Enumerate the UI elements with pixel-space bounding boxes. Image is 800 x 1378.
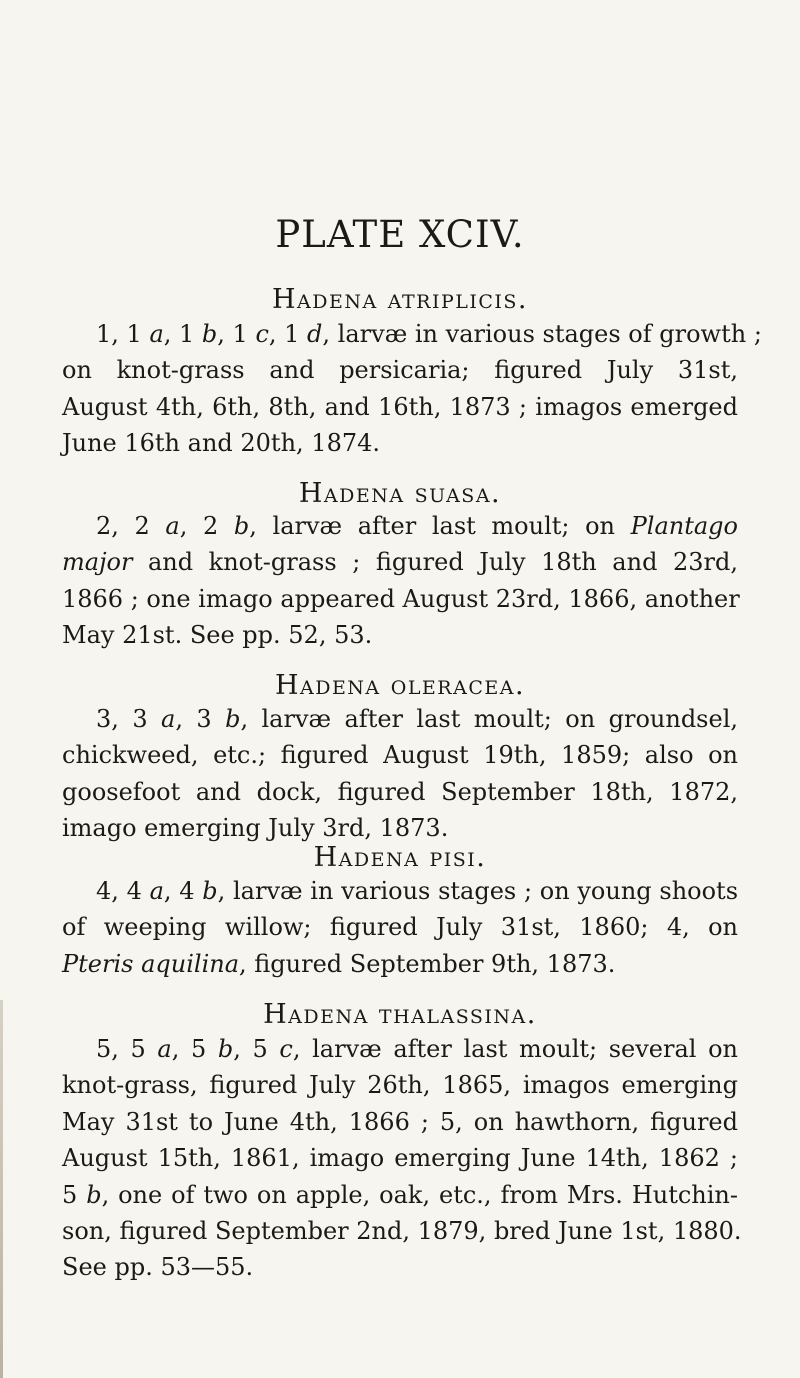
text-run: son, figured September 2nd, 1879, bred June 1st, 1880. xyxy=(62,1217,742,1246)
text-run: , 1 xyxy=(268,320,308,348)
text-run: chickweed, etc.; figured August 19th, 1859; also on xyxy=(62,741,738,770)
text-line xyxy=(62,1177,738,1213)
text-line xyxy=(62,701,738,737)
text-line xyxy=(62,389,738,425)
text-line xyxy=(62,1104,738,1140)
italic-text: a xyxy=(165,512,180,540)
text-run: 1, 1 xyxy=(96,320,150,348)
italic-text: c xyxy=(255,320,269,348)
text-run: August 15th, 1861, imago emerging June 14th, 1862 ; xyxy=(62,1144,738,1173)
text-run: , larvæ in various stages ; on young shoots xyxy=(217,877,739,905)
section-heading-hadena-oleracea: Hadena oleracea. xyxy=(274,670,526,701)
text-line xyxy=(62,425,738,461)
section-heading-hadena-atriplicis: Hadena atriplicis. xyxy=(271,284,528,315)
text-run: of weeping willow; figured July 31st, 1860; 4, on xyxy=(62,913,738,942)
text-run: goosefoot and dock, figured September 18th, 1872, xyxy=(62,777,738,806)
italic-text: a xyxy=(149,877,164,905)
text-run: , 4 xyxy=(163,877,203,905)
text-line xyxy=(62,581,738,617)
text-line xyxy=(62,1140,738,1176)
page-edge-shadow xyxy=(0,1000,3,1378)
italic-text: major xyxy=(62,548,133,577)
text-run: , 1 xyxy=(163,320,202,348)
text-run: , figured September 9th, 1873. xyxy=(239,949,616,978)
text-run: and knot-grass ; figured July 18th and 23rd, xyxy=(132,548,738,577)
section-text-hadena-suasa xyxy=(62,508,738,654)
text-run: , one of two on apple, oak, etc., from Mrs. Hutchin- xyxy=(101,1180,738,1209)
text-run: 2, 2 xyxy=(96,512,166,540)
text-run: May 21st. See pp. 52, 53. xyxy=(62,621,373,650)
text-line xyxy=(62,544,738,580)
italic-text: b xyxy=(217,1035,234,1063)
italic-text: d xyxy=(307,320,323,348)
italic-text: b xyxy=(202,877,218,905)
text-run: May 31st to June 4th, 1866 ; 5, on hawthorn, figured xyxy=(62,1107,738,1136)
text-run: 5, 5 xyxy=(96,1035,158,1063)
text-run: , larvæ after last moult; on groundsel, xyxy=(240,705,739,733)
text-line xyxy=(62,316,762,352)
text-run: knot-grass, figured July 26th, 1865, imagos emerging xyxy=(62,1071,738,1100)
text-run: , 1 xyxy=(217,320,256,348)
italic-text: b xyxy=(86,1180,102,1209)
italic-text: a xyxy=(149,320,164,348)
text-run: 3, 3 xyxy=(96,705,162,733)
text-line xyxy=(62,873,738,909)
text-run: , larvæ after last moult; several on xyxy=(292,1035,738,1063)
text-run: , 5 xyxy=(233,1035,280,1063)
text-line xyxy=(62,774,738,810)
text-line xyxy=(62,352,738,388)
text-run: 1866 ; one imago appeared August 23rd, 1866, another xyxy=(62,584,740,613)
text-run: , larvæ in various stages of growth ; xyxy=(322,320,762,348)
section-heading-hadena-thalassina: Hadena thalassina. xyxy=(263,999,537,1030)
section-heading-hadena-suasa: Hadena suasa. xyxy=(298,478,502,509)
text-run: , larvæ after last moult; on xyxy=(249,512,631,540)
italic-text: b xyxy=(233,512,250,540)
text-run: 5 xyxy=(62,1180,87,1209)
text-run: on knot-grass and persicaria; figured July 31st, xyxy=(62,356,738,385)
text-line xyxy=(62,1249,738,1285)
section-text-hadena-pisi xyxy=(62,873,738,982)
italic-text: a xyxy=(157,1035,172,1063)
section-text-hadena-oleracea xyxy=(62,701,738,847)
italic-text: a xyxy=(161,705,176,733)
text-run: , 5 xyxy=(171,1035,218,1063)
plate-title: PLATE XCIV. xyxy=(275,213,525,256)
section-text-hadena-thalassina xyxy=(62,1031,742,1286)
text-line xyxy=(62,1213,742,1249)
text-line xyxy=(62,1031,738,1067)
italic-text: c xyxy=(279,1035,293,1063)
text-run: June 16th and 20th, 1874. xyxy=(62,429,380,458)
text-line xyxy=(62,946,738,982)
text-line xyxy=(62,909,738,945)
text-run: August 4th, 6th, 8th, and 16th, 1873 ; imagos emerged xyxy=(62,392,738,421)
text-run: imago emerging July 3rd, 1873. xyxy=(62,814,449,843)
text-run: , 3 xyxy=(175,705,226,733)
text-run: , 2 xyxy=(179,512,234,540)
text-run: 4, 4 xyxy=(96,877,150,905)
section-text-hadena-atriplicis xyxy=(62,316,762,462)
italic-text: Pteris aquilina xyxy=(62,949,240,978)
text-line xyxy=(62,508,738,544)
text-run: See pp. 53—55. xyxy=(62,1253,254,1282)
section-heading-hadena-pisi: Hadena pisi. xyxy=(313,842,487,873)
text-line xyxy=(62,737,738,773)
text-line xyxy=(62,617,738,653)
italic-text: b xyxy=(201,320,218,348)
italic-text: Plantago xyxy=(630,512,738,540)
italic-text: b xyxy=(225,705,241,733)
text-line xyxy=(62,1067,738,1103)
